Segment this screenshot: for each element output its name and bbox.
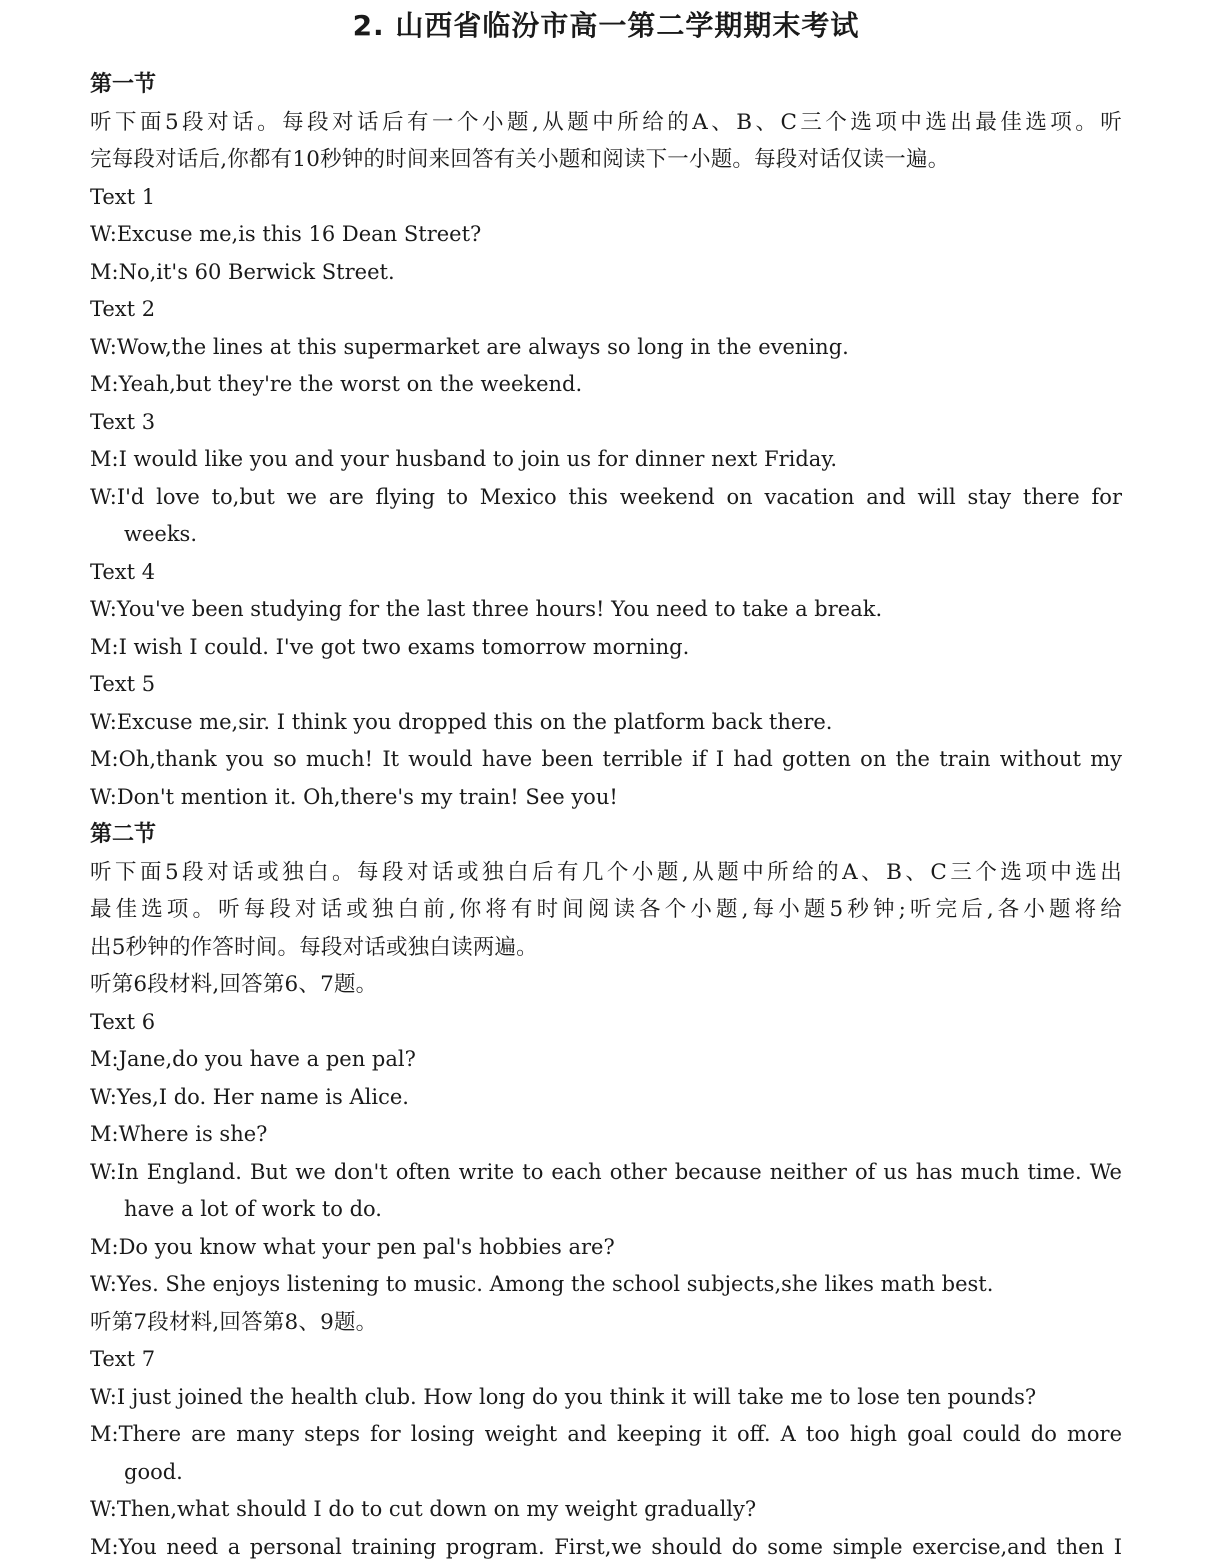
dialogue-line: M:Yeah,but they're the worst on the weekend. [90, 366, 1122, 404]
dialogue-line: M:I would like you and your husband to join us for dinner next Friday. [90, 441, 1122, 479]
dialogue-line: M:Jane,do you have a pen pal? [90, 1041, 1122, 1079]
section-2-heading: 第二节 [90, 816, 1122, 854]
section-2-instruction-line-3: 出5秒钟的作答时间。每段对话或独白读两遍。 [90, 929, 1122, 967]
dialogue-line: W:Excuse me,sir. I think you dropped this on the platform back there. [90, 704, 1122, 742]
dialogue-line: W:You've been studying for the last three hours! You need to take a break. [90, 591, 1122, 629]
text-5-label: Text 5 [90, 666, 1122, 704]
text-4-label: Text 4 [90, 554, 1122, 592]
dialogue-line: W:Then,what should I do to cut down on my weight gradually? [90, 1491, 1122, 1529]
part-7-intro: 听第7段材料,回答第8、9题。 [90, 1304, 1122, 1342]
text-2-label: Text 2 [90, 291, 1122, 329]
dialogue-line: M:You need a personal training program. First,we should do some simple exercise,and then I [90, 1529, 1122, 1566]
dialogue-line-continuation: have a lot of work to do. [90, 1191, 1122, 1229]
dialogue-line: M:I wish I could. I've got two exams tomorrow morning. [90, 629, 1122, 667]
dialogue-line: W:I just joined the health club. How long do you think it will take me to lose ten pounds? [90, 1379, 1122, 1417]
section-1-instruction-line-2: 完每段对话后,你都有10秒钟的时间来回答有关小题和阅读下一小题。每段对话仅读一遍。 [90, 141, 1122, 179]
text-1-label: Text 1 [90, 179, 1122, 217]
dialogue-line-continuation: weeks. [90, 516, 1122, 554]
dialogue-line: W:I'd love to,but we are flying to Mexico this weekend on vacation and will stay there for [90, 479, 1122, 517]
dialogue-line: W:Don't mention it. Oh,there's my train! See you! [90, 779, 1122, 817]
part-6-intro: 听第6段材料,回答第6、7题。 [90, 966, 1122, 1004]
dialogue-line: W:Yes,I do. Her name is Alice. [90, 1079, 1122, 1117]
text-3-label: Text 3 [90, 404, 1122, 442]
dialogue-line: M:Where is she? [90, 1116, 1122, 1154]
dialogue-line: M:Oh,thank you so much! It would have been terrible if I had gotten on the train without my [90, 741, 1122, 779]
section-1-heading: 第一节 [90, 66, 1122, 104]
dialogue-line: M:There are many steps for losing weight and keeping it off. A too high goal could do more [90, 1416, 1122, 1454]
dialogue-line: W:Excuse me,is this 16 Dean Street? [90, 216, 1122, 254]
dialogue-line: W:Wow,the lines at this supermarket are always so long in the evening. [90, 329, 1122, 367]
dialogue-line: M:Do you know what your pen pal's hobbies are? [90, 1229, 1122, 1267]
dialogue-line: M:No,it's 60 Berwick Street. [90, 254, 1122, 292]
page-title: 2. 山西省临汾市高一第二学期期末考试 [90, 6, 1122, 46]
section-2-instruction-line-1: 听下面5段对话或独白。每段对话或独白后有几个小题,从题中所给的A、B、C三个选项中选出 [90, 854, 1122, 892]
section-1-instruction-line-1: 听下面5段对话。每段对话后有一个小题,从题中所给的A、B、C三个选项中选出最佳选项。听 [90, 104, 1122, 142]
text-7-label: Text 7 [90, 1341, 1122, 1379]
text-6-label: Text 6 [90, 1004, 1122, 1042]
dialogue-line-continuation: good. [90, 1454, 1122, 1492]
document-page [90, 6, 1122, 1566]
dialogue-line: W:In England. But we don't often write to each other because neither of us has much time. We [90, 1154, 1122, 1192]
section-2-instruction-line-2: 最佳选项。听每段对话或独白前,你将有时间阅读各个小题,每小题5秒钟;听完后,各小题将给 [90, 891, 1122, 929]
dialogue-line: W:Yes. She enjoys listening to music. Among the school subjects,she likes math best. [90, 1266, 1122, 1304]
